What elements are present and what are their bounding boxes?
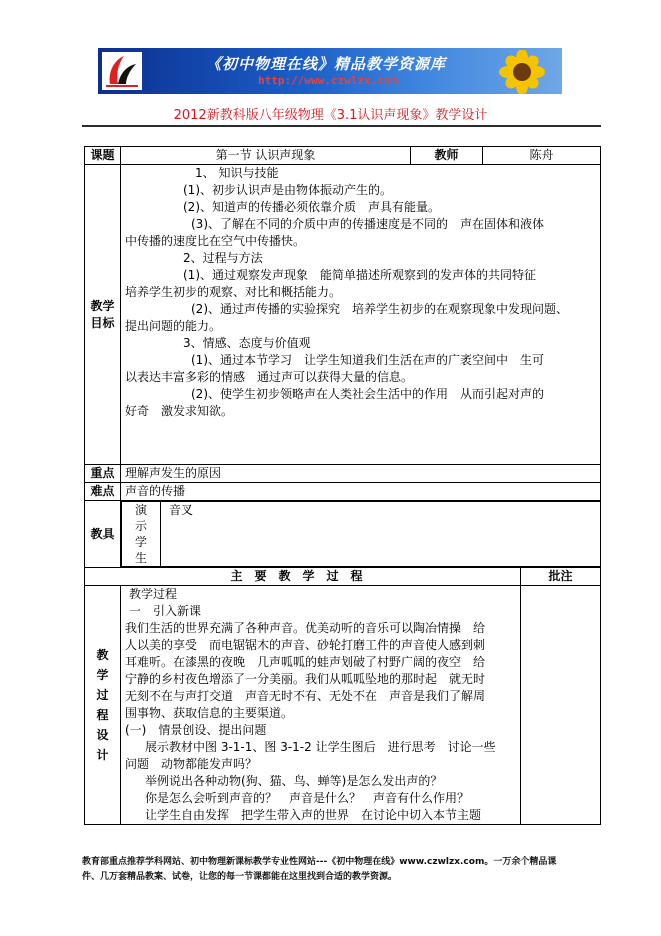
notes-content <box>521 586 601 825</box>
process-header: 主要教学过程 <box>85 568 521 586</box>
goals-line: (3)、了解在不同的介质中声的传播速度是不同的 声在固体和液体 <box>191 217 545 231</box>
title-divider <box>82 125 601 127</box>
goals-line: (1)、初步认识声是由物体振动产生的。 <box>183 183 392 197</box>
course-label: 课题 <box>85 147 121 165</box>
tools-value: 音叉 <box>161 502 601 567</box>
goals-content <box>121 165 601 465</box>
goals-line: 好奇 激发求知欲。 <box>125 404 234 418</box>
tools-sub-labels: 演 示 学 生 <box>122 502 161 567</box>
process-line: (一) 情景创设、提出问题 <box>125 723 267 737</box>
goals-line: 2、过程与方法 <box>183 251 263 265</box>
difficult-point-value: 声音的传播 <box>121 483 601 501</box>
process-line: 耳难听。在漆黑的夜晚 几声呱呱的蛙声划破了村野广阔的夜空 给 <box>125 655 486 669</box>
goals-line: (2)、使学生初步领略声在人类社会生活中的作用 从而引起对声的 <box>191 387 545 401</box>
goals-line: 提出问题的能力。 <box>125 319 222 333</box>
goals-line: (1)、通过本节学习 让学生知道我们生活在声的广袤空间中 生可 <box>191 353 545 367</box>
process-line: 举例说出各种动物(狗、猫、鸟、蝉等)是怎么发出声的？ <box>145 774 443 788</box>
difficult-point-label: 难点 <box>85 483 121 501</box>
process-line: 宁静的乡村夜色增添了一分美丽。我们从呱呱坠地的那时起 就无时 <box>125 672 486 686</box>
goals-line: 培养学生初步的观察、对比和概括能力。 <box>125 285 342 299</box>
lesson-plan-table <box>84 146 601 825</box>
course-value: 第一节 认识声现象 <box>121 147 411 165</box>
process-line: 无刻不在与声打交道 声音无时不有、无处不在 声音是我们了解周 <box>125 689 486 703</box>
process-line: 我们生活的世界充满了各种声音。优美动听的音乐可以陶冶情操 给 <box>125 621 486 635</box>
process-line: 人以美的享受 而电锯锯木的声音、砂轮打磨工件的声音使人感到刺 <box>125 638 486 652</box>
goals-line: (1)、通过观察发声现象 能简单描述所观察到的发声体的共同特征 <box>183 268 537 282</box>
key-point-label: 重点 <box>85 465 121 483</box>
goals-line: (2)、知道声的传播必须依靠介质 声具有能量。 <box>183 200 440 214</box>
goals-line: 1、 知识与技能 <box>195 166 279 180</box>
site-banner <box>98 48 562 94</box>
tools-cell <box>121 501 601 568</box>
process-line: 一 引入新课 <box>129 604 202 618</box>
goals-line: 中传播的速度比在空气中传播快。 <box>125 234 306 248</box>
footer-line: 件、几万套精品教案、试卷，让您的每一节课都能在这里找到合适的教学资源。 <box>82 872 398 882</box>
goals-label: 教学 目标 <box>85 165 121 465</box>
banner-site-title: 《初中物理在线》精品教学资源库 <box>206 55 447 73</box>
process-line: 问题 动物都能发声吗？ <box>125 757 258 771</box>
process-line: 展示教材中图 3-1-1、图 3-1-2 让学生图后 进行思考 讨论一些 <box>145 740 496 754</box>
page-footer <box>82 855 602 885</box>
tools-subtable <box>121 501 600 567</box>
goals-line: 以表达丰富多彩的情感 通过声可以获得大量的信息。 <box>125 370 414 384</box>
process-content <box>121 586 521 825</box>
goals-line: 3、情感、态度与价值观 <box>183 336 311 350</box>
process-label: 教 学 过 程 设 计 <box>85 586 121 825</box>
footer-line: 教育部重点推荐学科网站、初中物理新课标教学专业性网站---《初中物理在线》www.czwlzx.com。一万余个精品课 <box>82 857 557 867</box>
tools-label: 教具 <box>85 501 121 568</box>
process-line: 教学过程 <box>129 587 178 601</box>
goals-line: (2)、通过声传播的实验探究 培养学生初步的在观察现象中发现问题、 <box>191 302 569 316</box>
notes-header: 批注 <box>521 568 601 586</box>
banner-url-link[interactable]: http://www.czwlzx.com <box>258 74 398 87</box>
process-line: 你是怎么会听到声音的？ 声音是什么？ 声音有什么作用？ <box>145 791 470 805</box>
teacher-label: 教师 <box>411 147 483 165</box>
process-line: 围事物、获取信息的主要渠道。 <box>125 706 294 720</box>
teacher-value: 陈舟 <box>483 147 601 165</box>
process-line: 让学生自由发挥 把学生带入声的世界 在讨论中切入本节主题 <box>145 808 482 822</box>
sunflower-icon <box>492 50 552 94</box>
document-title: 2012新教科版八年级物理《3.1认识声现象》教学设计 <box>173 108 488 123</box>
key-point-value: 理解声发生的原因 <box>121 465 601 483</box>
site-logo-icon <box>102 52 142 90</box>
